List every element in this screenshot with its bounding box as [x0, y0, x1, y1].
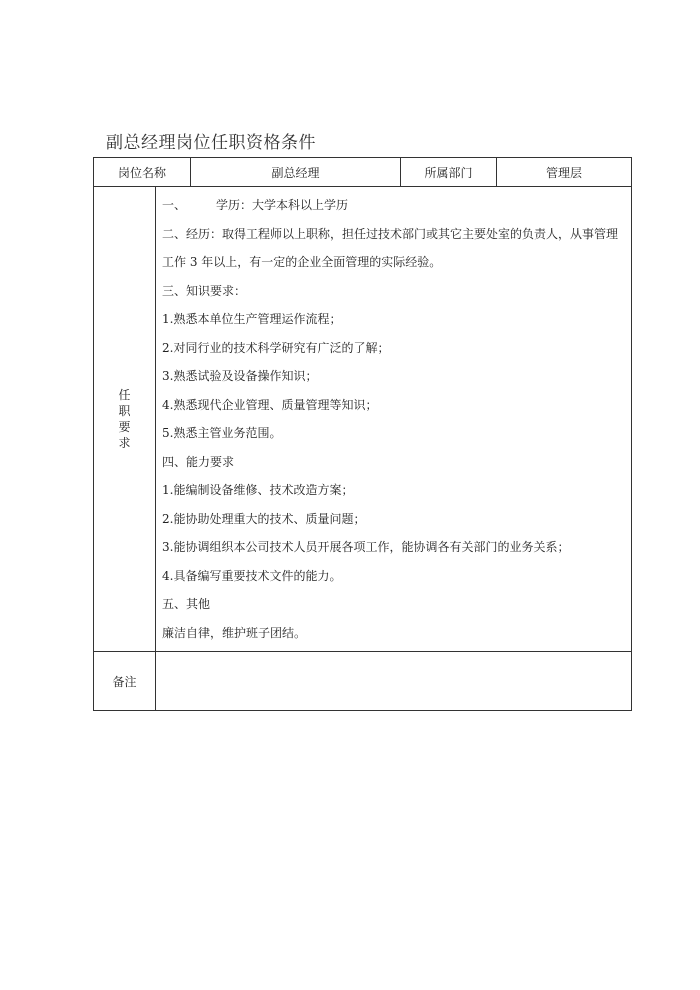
remark-value — [156, 652, 632, 711]
knowledge-heading: 三、知识要求： — [162, 283, 247, 298]
position-value: 副总经理 — [191, 158, 401, 187]
requirements-row — [94, 187, 632, 652]
department-label: 所属部门 — [401, 158, 497, 187]
header-row — [94, 158, 632, 187]
remark-row — [94, 652, 632, 711]
requirements-label: 任 职 要 求 — [94, 187, 156, 652]
ability-heading: 四、能力要求 — [162, 454, 235, 469]
remark-label: 备注 — [94, 652, 156, 711]
education-line: 一、 学历：大学本科以上学历 — [162, 198, 349, 212]
requirements-content — [156, 187, 632, 652]
knowledge-item: 1.熟悉本单位生产管理运作流程； — [162, 312, 342, 326]
qualification-table — [93, 157, 632, 711]
page-title: 副总经理岗位任职资格条件 — [106, 133, 316, 153]
experience-line-1: 二、经历：取得工程师以上职称，担任过技术部门或其它主要处室的负责人，从事管理 — [162, 226, 619, 241]
knowledge-item: 5.熟悉主管业务范围。 — [162, 426, 282, 440]
other-heading: 五、其他 — [162, 597, 211, 611]
ability-item: 3.能协调组织本公司技术人员开展各项工作，能协调各有关部门的业务关系； — [162, 540, 570, 554]
experience-line-2: 工作 3 年以上，有一定的企业全面管理的实际经验。 — [162, 255, 442, 269]
knowledge-item: 3.熟悉试验及设备操作知识； — [162, 369, 318, 383]
other-text: 廉洁自律，维护班子团结。 — [162, 625, 307, 640]
ability-item: 1.能编制设备维修、技术改造方案； — [162, 483, 354, 497]
knowledge-item: 4.熟悉现代企业管理、质量管理等知识； — [162, 397, 378, 412]
ability-item: 2.能协助处理重大的技术、质量问题； — [162, 511, 366, 526]
department-value: 管理层 — [497, 158, 632, 187]
position-label: 岗位名称 — [94, 158, 191, 187]
knowledge-item: 2.对同行业的技术科学研究有广泛的了解； — [162, 340, 390, 355]
ability-item: 4.具备编写重要技术文件的能力。 — [162, 568, 342, 583]
